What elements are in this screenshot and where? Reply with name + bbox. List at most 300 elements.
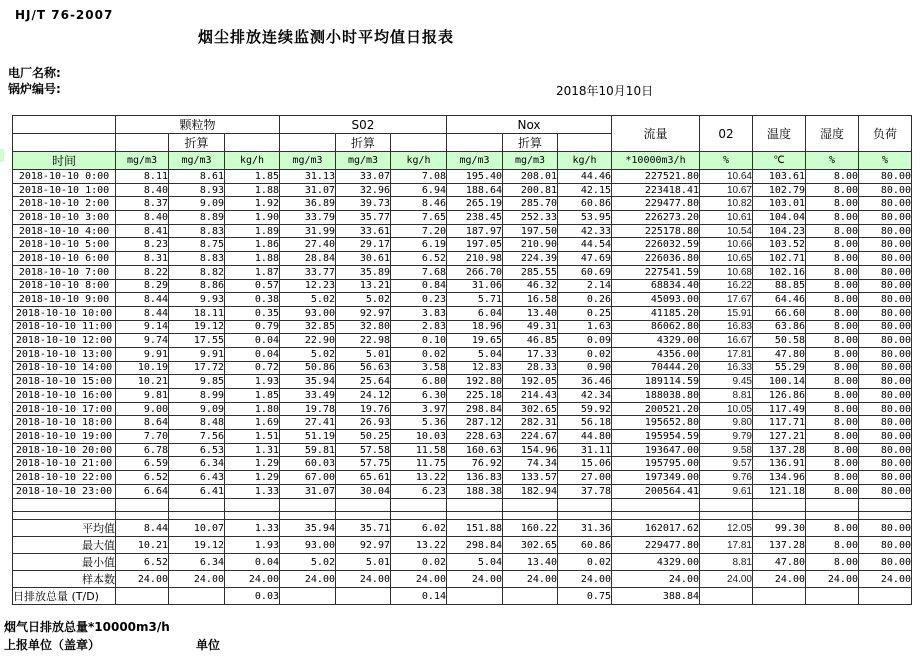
value-cell: 225178.80 [612,224,700,238]
table-row [13,293,912,307]
summary-value-cell: 24.00 [447,571,503,588]
value-cell: 17.67 [700,293,753,307]
value-cell: 8.44 [116,306,169,320]
summary-value-cell: 137.28 [753,537,806,554]
value-cell: 10.65 [700,252,753,266]
value-cell: 17.33 [503,347,558,361]
value-cell: 41185.20 [612,306,700,320]
summary-value-cell: 35.71 [336,520,391,537]
value-cell: 136.83 [447,471,503,485]
time-cell: 2018-10-10 21:00 [13,457,116,471]
empty-cell [225,498,280,512]
value-cell: 298.84 [447,402,503,416]
value-cell: 5.04 [447,347,503,361]
value-cell: 0.90 [558,361,612,375]
summary-value-cell: 6.02 [391,520,447,537]
empty-cell [503,498,558,512]
table-row [13,471,912,485]
value-cell: 8.99 [169,389,225,403]
summary-value-cell: 10.21 [116,537,169,554]
summary-value-cell: 6.34 [169,554,225,571]
value-cell: 8.82 [169,265,225,279]
value-cell: 57.58 [336,443,391,457]
summary-value-cell: 8.00 [806,554,859,571]
time-cell: 2018-10-10 9:00 [13,293,116,307]
value-cell: 252.33 [503,211,558,225]
empty-cell [116,134,169,152]
value-cell: 8.00 [806,170,859,184]
value-cell: 104.23 [753,224,806,238]
value-cell: 4356.00 [612,347,700,361]
table-row [13,265,912,279]
gap-cell [280,512,336,520]
summary-value-cell [753,588,806,605]
summary-value-cell [116,588,169,605]
value-cell: 11.58 [391,443,447,457]
value-cell: 133.57 [503,471,558,485]
value-cell: 56.18 [558,416,612,430]
time-cell: 2018-10-10 23:00 [13,484,116,498]
value-cell: 192.80 [447,375,503,389]
value-cell: 6.23 [391,484,447,498]
summary-value-cell: 24.00 [558,571,612,588]
value-cell: 33.49 [280,389,336,403]
value-cell: 10.67 [700,183,753,197]
gap-cell [612,512,700,520]
value-cell: 1.86 [225,238,280,252]
empty-cell [806,498,859,512]
value-cell: 15.91 [700,306,753,320]
value-cell: 9.76 [700,471,753,485]
summary-value-cell: 302.65 [503,537,558,554]
value-cell: 8.44 [116,293,169,307]
group-header-so2: S02 [280,116,447,134]
value-cell: 8.41 [116,224,169,238]
value-cell: 117.49 [753,402,806,416]
empty-cell [280,498,336,512]
value-cell: 0.79 [225,320,280,334]
value-cell: 33.61 [336,224,391,238]
value-cell: 195954.59 [612,430,700,444]
table-row [13,347,912,361]
value-cell: 51.19 [280,430,336,444]
value-cell: 8.00 [806,389,859,403]
summary-value-cell: 80.00 [859,554,912,571]
value-cell: 56.63 [336,361,391,375]
empty-cell [169,498,225,512]
time-cell: 2018-10-10 15:00 [13,375,116,389]
summary-value-cell: 6.52 [116,554,169,571]
gap-cell [225,512,280,520]
gap-cell [753,512,806,520]
value-cell: 6.80 [391,375,447,389]
value-cell: 17.81 [700,347,753,361]
value-cell: 9.91 [169,347,225,361]
value-cell: 2.83 [391,320,447,334]
table-row [13,430,912,444]
value-cell: 12.23 [280,279,336,293]
value-cell: 8.00 [806,402,859,416]
value-cell: 16.83 [700,320,753,334]
value-cell: 80.00 [859,443,912,457]
summary-value-cell: 24.00 [169,571,225,588]
value-cell: 39.73 [336,197,391,211]
value-cell: 80.00 [859,197,912,211]
summary-value-cell [336,588,391,605]
value-cell: 35.89 [336,265,391,279]
value-cell: 33.77 [280,265,336,279]
monitoring-table [12,115,912,605]
value-cell: 47.69 [558,252,612,266]
gap-cell [700,512,753,520]
value-cell: 13.22 [391,471,447,485]
value-cell: 1.33 [225,484,280,498]
report-date: 2018年10月10日 [556,84,654,98]
value-cell: 31.07 [280,484,336,498]
empty-cell [116,498,169,512]
summary-value-cell: 24.00 [280,571,336,588]
value-cell: 1.87 [225,265,280,279]
value-cell: 42.15 [558,183,612,197]
summary-value-cell: 229477.80 [612,537,700,554]
value-cell: 210.90 [503,238,558,252]
value-cell: 8.00 [806,183,859,197]
summary-value-cell: 298.84 [447,537,503,554]
value-cell: 210.98 [447,252,503,266]
value-cell: 27.40 [280,238,336,252]
table-row [13,279,912,293]
time-cell: 2018-10-10 1:00 [13,183,116,197]
value-cell: 8.00 [806,320,859,334]
value-cell: 17.55 [169,334,225,348]
value-cell: 197349.00 [612,471,700,485]
unit-cell: kg/h [391,152,447,170]
table-row [13,320,912,334]
value-cell: 10.68 [700,265,753,279]
value-cell: 7.68 [391,265,447,279]
value-cell: 60.86 [558,197,612,211]
value-cell: 25.64 [336,375,391,389]
value-cell: 31.99 [280,224,336,238]
gap-cell [116,512,169,520]
value-cell: 154.96 [503,443,558,457]
value-cell: 80.00 [859,375,912,389]
summary-value-cell: 24.00 [391,571,447,588]
value-cell: 47.80 [753,347,806,361]
value-cell: 8.75 [169,238,225,252]
value-cell: 44.46 [558,170,612,184]
time-cell: 2018-10-10 16:00 [13,389,116,403]
value-cell: 0.57 [225,279,280,293]
summary-value-cell [447,588,503,605]
value-cell: 9.00 [116,402,169,416]
summary-value-cell: 24.00 [859,571,912,588]
summary-value-cell: 4329.00 [612,554,700,571]
value-cell: 80.00 [859,416,912,430]
value-cell: 1.51 [225,430,280,444]
value-cell: 1.92 [225,197,280,211]
unit-cell: mg/m3 [116,152,169,170]
value-cell: 9.85 [169,375,225,389]
value-cell: 6.64 [116,484,169,498]
summary-value-cell [503,588,558,605]
value-cell: 36.89 [280,197,336,211]
gap-cell [503,512,558,520]
value-cell: 228.63 [447,430,503,444]
value-cell: 80.00 [859,224,912,238]
table-row [13,361,912,375]
value-cell: 0.25 [558,306,612,320]
table-row [13,211,912,225]
table-row [13,183,912,197]
value-cell: 182.94 [503,484,558,498]
unit-cell: mg/m3 [503,152,558,170]
value-cell: 7.65 [391,211,447,225]
value-cell: 8.00 [806,293,859,307]
summary-value-cell: 151.88 [447,520,503,537]
value-cell: 200564.41 [612,484,700,498]
value-cell: 229477.80 [612,197,700,211]
time-cell: 2018-10-10 6:00 [13,252,116,266]
value-cell: 8.00 [806,224,859,238]
value-cell: 19.12 [169,320,225,334]
value-cell: 80.00 [859,457,912,471]
value-cell: 80.00 [859,389,912,403]
value-cell: 8.83 [169,252,225,266]
summary-value-cell: 160.22 [503,520,558,537]
value-cell: 9.91 [116,347,169,361]
value-cell: 92.97 [336,306,391,320]
summary-value-cell: 24.00 [503,571,558,588]
time-cell: 2018-10-10 17:00 [13,402,116,416]
table-row [13,443,912,457]
unit-cell: mg/m3 [447,152,503,170]
value-cell: 6.34 [169,457,225,471]
time-cell: 2018-10-10 13:00 [13,347,116,361]
value-cell: 3.83 [391,306,447,320]
value-cell: 66.60 [753,306,806,320]
empty-cell [447,134,503,152]
value-cell: 126.86 [753,389,806,403]
value-cell: 1.80 [225,402,280,416]
value-cell: 46.32 [503,279,558,293]
value-cell: 1.89 [225,224,280,238]
value-cell: 208.01 [503,170,558,184]
value-cell: 80.00 [859,306,912,320]
group-header-nox: Nox [447,116,612,134]
summary-value-cell: 24.00 [700,571,753,588]
value-cell: 285.55 [503,265,558,279]
value-cell: 9.58 [700,443,753,457]
value-cell: 36.46 [558,375,612,389]
summary-value-cell: 31.36 [558,520,612,537]
empty-cell [447,498,503,512]
value-cell: 104.04 [753,211,806,225]
value-cell: 6.19 [391,238,447,252]
value-cell: 9.45 [700,375,753,389]
value-cell: 32.85 [280,320,336,334]
table-row [13,484,912,498]
value-cell: 8.00 [806,484,859,498]
value-cell: 1.85 [225,389,280,403]
value-cell: 6.30 [391,389,447,403]
value-cell: 70444.20 [612,361,700,375]
summary-value-cell: 0.03 [225,588,280,605]
header-humidity: 湿度 [806,116,859,152]
empty-cell [280,134,336,152]
value-cell: 17.72 [169,361,225,375]
value-cell: 8.00 [806,211,859,225]
summary-value-cell: 24.00 [225,571,280,588]
table-row [13,306,912,320]
summary-value-cell: 80.00 [859,537,912,554]
value-cell: 42.33 [558,224,612,238]
value-cell: 9.81 [116,389,169,403]
summary-value-cell: 1.33 [225,520,280,537]
value-cell: 8.93 [169,183,225,197]
empty-cell [612,498,700,512]
value-cell: 32.80 [336,320,391,334]
value-cell: 80.00 [859,265,912,279]
value-cell: 5.02 [280,347,336,361]
value-cell: 80.00 [859,347,912,361]
value-cell: 59.92 [558,402,612,416]
summary-value-cell: 0.75 [558,588,612,605]
summary-value-cell: 19.12 [169,537,225,554]
summary-value-cell: 8.00 [806,537,859,554]
summary-value-cell: 8.81 [700,554,753,571]
value-cell: 8.81 [700,389,753,403]
value-cell: 8.86 [169,279,225,293]
summary-value-cell: 80.00 [859,520,912,537]
value-cell: 33.07 [336,170,391,184]
empty-row [13,498,912,512]
value-cell: 187.97 [447,224,503,238]
header-temperature: 温度 [753,116,806,152]
value-cell: 74.34 [503,457,558,471]
value-cell: 30.61 [336,252,391,266]
time-cell: 2018-10-10 4:00 [13,224,116,238]
value-cell: 11.75 [391,457,447,471]
summary-value-cell: 93.00 [280,537,336,554]
value-cell: 8.00 [806,375,859,389]
value-cell: 0.84 [391,279,447,293]
value-cell: 8.29 [116,279,169,293]
value-cell: 226036.80 [612,252,700,266]
summary-value-cell: 24.00 [753,571,806,588]
summary-value-cell: 5.01 [336,554,391,571]
unit-cell: kg/h [558,152,612,170]
value-cell: 0.02 [558,347,612,361]
value-cell: 136.91 [753,457,806,471]
value-cell: 44.80 [558,430,612,444]
value-cell: 67.00 [280,471,336,485]
table-row [13,457,912,471]
value-cell: 80.00 [859,471,912,485]
empty-cell [391,498,447,512]
time-cell: 2018-10-10 18:00 [13,416,116,430]
value-cell: 285.70 [503,197,558,211]
value-cell: 45093.00 [612,293,700,307]
summary-value-cell: 5.02 [280,554,336,571]
value-cell: 9.14 [116,320,169,334]
summary-value-cell: 24.00 [336,571,391,588]
value-cell: 55.29 [753,361,806,375]
value-cell: 9.09 [169,402,225,416]
summary-value-cell: 12.05 [700,520,753,537]
value-cell: 3.58 [391,361,447,375]
summary-value-cell [280,588,336,605]
table-row [13,375,912,389]
value-cell: 9.74 [116,334,169,348]
value-cell: 8.23 [116,238,169,252]
summary-value-cell: 388.84 [612,588,700,605]
value-cell: 80.00 [859,430,912,444]
value-cell: 189114.59 [612,375,700,389]
unit-cell-humidity: % [806,152,859,170]
value-cell: 200.81 [503,183,558,197]
row-highlight-strip [0,149,4,162]
value-cell: 224.39 [503,252,558,266]
value-cell: 6.59 [116,457,169,471]
value-cell: 200521.20 [612,402,700,416]
value-cell: 6.41 [169,484,225,498]
value-cell: 282.31 [503,416,558,430]
empty-cell [859,498,912,512]
summary-value-cell: 99.30 [753,520,806,537]
value-cell: 6.94 [391,183,447,197]
value-cell: 188038.80 [612,389,700,403]
value-cell: 64.46 [753,293,806,307]
value-cell: 197.50 [503,224,558,238]
value-cell: 35.77 [336,211,391,225]
summary-value-cell: 17.81 [700,537,753,554]
value-cell: 5.02 [336,293,391,307]
summary-label: 样本数 [13,571,116,588]
flue-gas-daily-total-label: 烟气日排放总量*10000m3/h [4,620,170,634]
value-cell: 42.34 [558,389,612,403]
gap-cell [558,512,612,520]
value-cell: 8.40 [116,183,169,197]
value-cell: 10.82 [700,197,753,211]
value-cell: 16.22 [700,279,753,293]
value-cell: 188.64 [447,183,503,197]
value-cell: 127.21 [753,430,806,444]
gap-cell [447,512,503,520]
value-cell: 1.88 [225,183,280,197]
table-row [13,416,912,430]
value-cell: 10.54 [700,224,753,238]
summary-value-cell: 8.44 [116,520,169,537]
unit-cell-flow: *10000m3/h [612,152,700,170]
table-gap [13,512,912,520]
unit-cell-load: % [859,152,912,170]
value-cell: 103.52 [753,238,806,252]
value-cell: 80.00 [859,279,912,293]
value-cell: 9.80 [700,416,753,430]
value-cell: 50.58 [753,334,806,348]
value-cell: 16.58 [503,293,558,307]
value-cell: 8.00 [806,416,859,430]
table-row [13,197,912,211]
value-cell: 0.10 [391,334,447,348]
value-cell: 68834.40 [612,279,700,293]
unit-label: 单位 [196,638,221,652]
value-cell: 7.20 [391,224,447,238]
empty-cell [391,134,447,152]
empty-cell [225,134,280,152]
value-cell: 8.83 [169,224,225,238]
